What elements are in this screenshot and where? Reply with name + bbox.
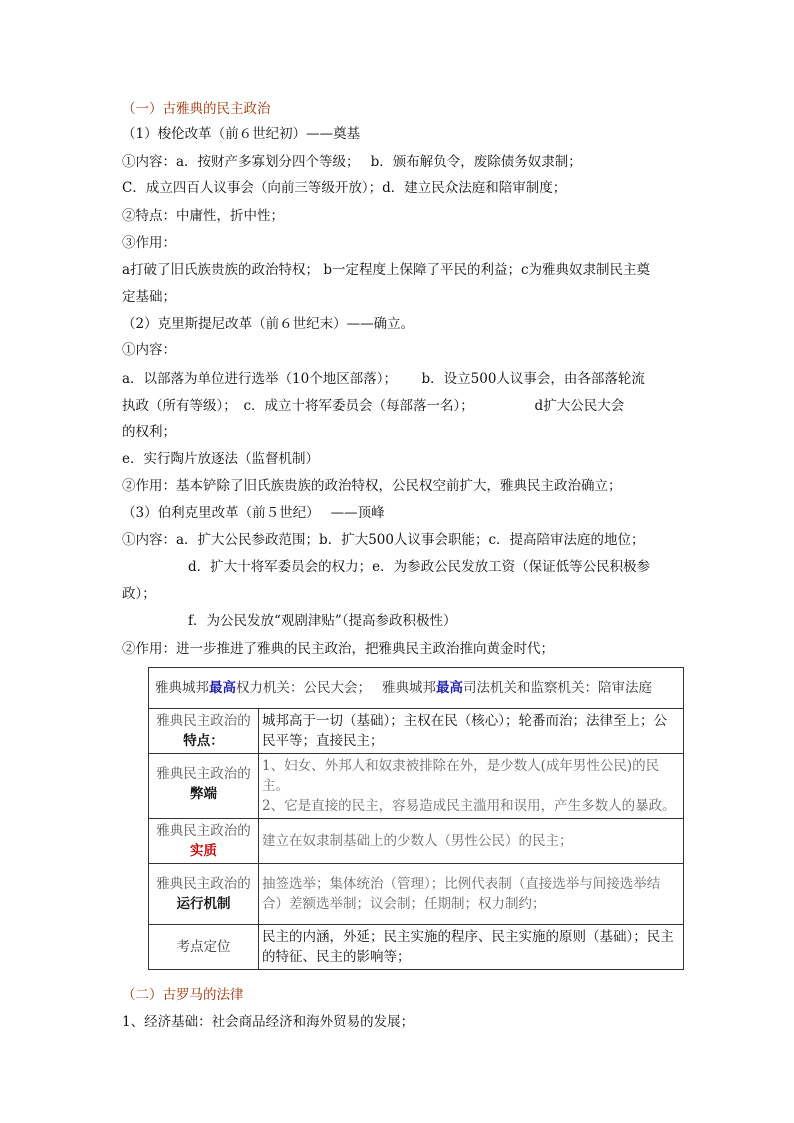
- pericles-content-line-3: 政）；: [122, 586, 156, 602]
- solon-reform-heading: （1）梭伦改革（前６世纪初）——奠基: [122, 126, 361, 142]
- cleisthenes-effect: ②作用：基本铲除了旧氏族贵族的政治特权，公民权空前扩大，雅典民主政治确立；: [122, 478, 622, 494]
- label-bottom: 实质: [190, 843, 217, 859]
- row-text-exam-focus: 民主的内涵，外延；民主实施的程序、民主实施的原则（基础）；民主的特征、民主的影响等；: [259, 925, 684, 970]
- cleisthenes-content-line-4: e．实行陶片放逐法（监督机制）: [122, 451, 319, 467]
- section-title-rome: （二）古罗马的法律: [122, 987, 244, 1003]
- header-text: 雅典城邦: [155, 680, 209, 696]
- row-text-drawbacks: [259, 754, 684, 819]
- pericles-reform-heading: （3）伯利克里改革（前５世纪） ——顶峰: [122, 505, 385, 521]
- label-top: 雅典民主政治的: [156, 766, 251, 782]
- table-row: [149, 754, 684, 819]
- label-top: 雅典民主政治的: [156, 713, 251, 729]
- header-text: 司法机关和监察机关：陪审法庭: [463, 680, 653, 696]
- label-bottom: 运行机制: [176, 896, 231, 912]
- row-label-drawbacks: [149, 754, 259, 819]
- drawback-2: 2、它是直接的民主，容易造成民主滥用和误用，产生多数人的暴政。: [262, 798, 676, 814]
- rome-item-1: 1、经济基础：社会商品经济和海外贸易的发展；: [122, 1014, 415, 1030]
- table-row: [149, 819, 684, 864]
- solon-content-line-2: C．成立四百人议事会（向前三等级开放）；d．建立民众法庭和陪审制度；: [122, 180, 567, 196]
- row-label-features: [149, 709, 259, 754]
- header-highlight: 最高: [209, 680, 236, 696]
- solon-effect-line-1: a打破了旧氏族贵族的政治特权； b一定程度上保障了平民的利益；c为雅典奴隶制民主奠: [122, 262, 651, 278]
- table-row: [149, 668, 684, 709]
- header-text: 权力机关：公民大会； 雅典城邦: [236, 680, 437, 696]
- row-text-features: 城邦高于一切（基础）；主权在民（核心）；轮番而治；法律至上；公民平等；直接民主；: [259, 709, 684, 754]
- row-text-essence: 建立在奴隶制基础上的少数人（男性公民）的民主；: [259, 819, 684, 864]
- label-top: 雅典民主政治的: [156, 823, 251, 839]
- cleisthenes-content-line-3: 的权利；: [122, 424, 176, 440]
- table-row: [149, 709, 684, 754]
- solon-effect-line-2: 定基础；: [122, 289, 176, 305]
- row-text-mechanism: 抽签选举；集体统治（管理）；比例代表制（直接选举与间接选举结合）差额选举制；议会制；任期制；权力制约；: [259, 864, 684, 925]
- solon-effect-label: ③作用：: [122, 235, 176, 251]
- table-row: [149, 925, 684, 970]
- table-header-cell: [149, 668, 684, 709]
- cleisthenes-content-line-1: a．以部落为单位进行选举（10个地区部落）； b．设立500人议事会，由各部落轮流: [122, 371, 645, 387]
- cleisthenes-content-line-2: 执政（所有等级）； c．成立十将军委员会（每部落一名）； d扩大公民大会: [122, 398, 625, 414]
- solon-features: ②特点：中庸性，折中性；: [122, 208, 284, 224]
- solon-content-line-1: ①内容：a．按财产多寡划分四个等级； b．颁布解负令，废除债务奴隶制；: [122, 154, 582, 170]
- pericles-effect: ②作用：进一步推进了雅典的民主政治，把雅典民主政治推向黄金时代；: [122, 641, 554, 657]
- row-label-exam-focus: 考点定位: [149, 925, 259, 970]
- header-highlight: 最高: [436, 680, 464, 696]
- drawback-1: 1、妇女、外邦人和奴隶被排除在外，是少数人(成年男性公民)的民主。: [262, 758, 660, 794]
- athens-democracy-table: [148, 667, 684, 970]
- section-title-athens: （一）古雅典的民主政治: [122, 101, 271, 117]
- label-bottom: 弊端: [190, 786, 217, 802]
- row-label-essence: [149, 819, 259, 864]
- label-bottom: 特点：: [183, 733, 224, 749]
- pericles-content-line-1: ①内容：a．扩大公民参政范围；b．扩大500人议事会职能；c．提高陪审法庭的地位；: [122, 532, 645, 548]
- cleisthenes-reform-heading: （2）克里斯提尼改革（前６世纪末）——确立。: [122, 316, 415, 332]
- cleisthenes-content-label: ①内容：: [122, 342, 176, 358]
- row-label-mechanism: [149, 864, 259, 925]
- label-top: 雅典民主政治的: [156, 876, 251, 892]
- pericles-content-line-2: d．扩大十将军委员会的权力；e．为参政公民发放工资（保证低等公民积极参: [188, 559, 651, 575]
- pericles-content-line-4: f．为公民发放“观剧津贴”（提高参政积极性）: [188, 613, 457, 629]
- table-row: [149, 864, 684, 925]
